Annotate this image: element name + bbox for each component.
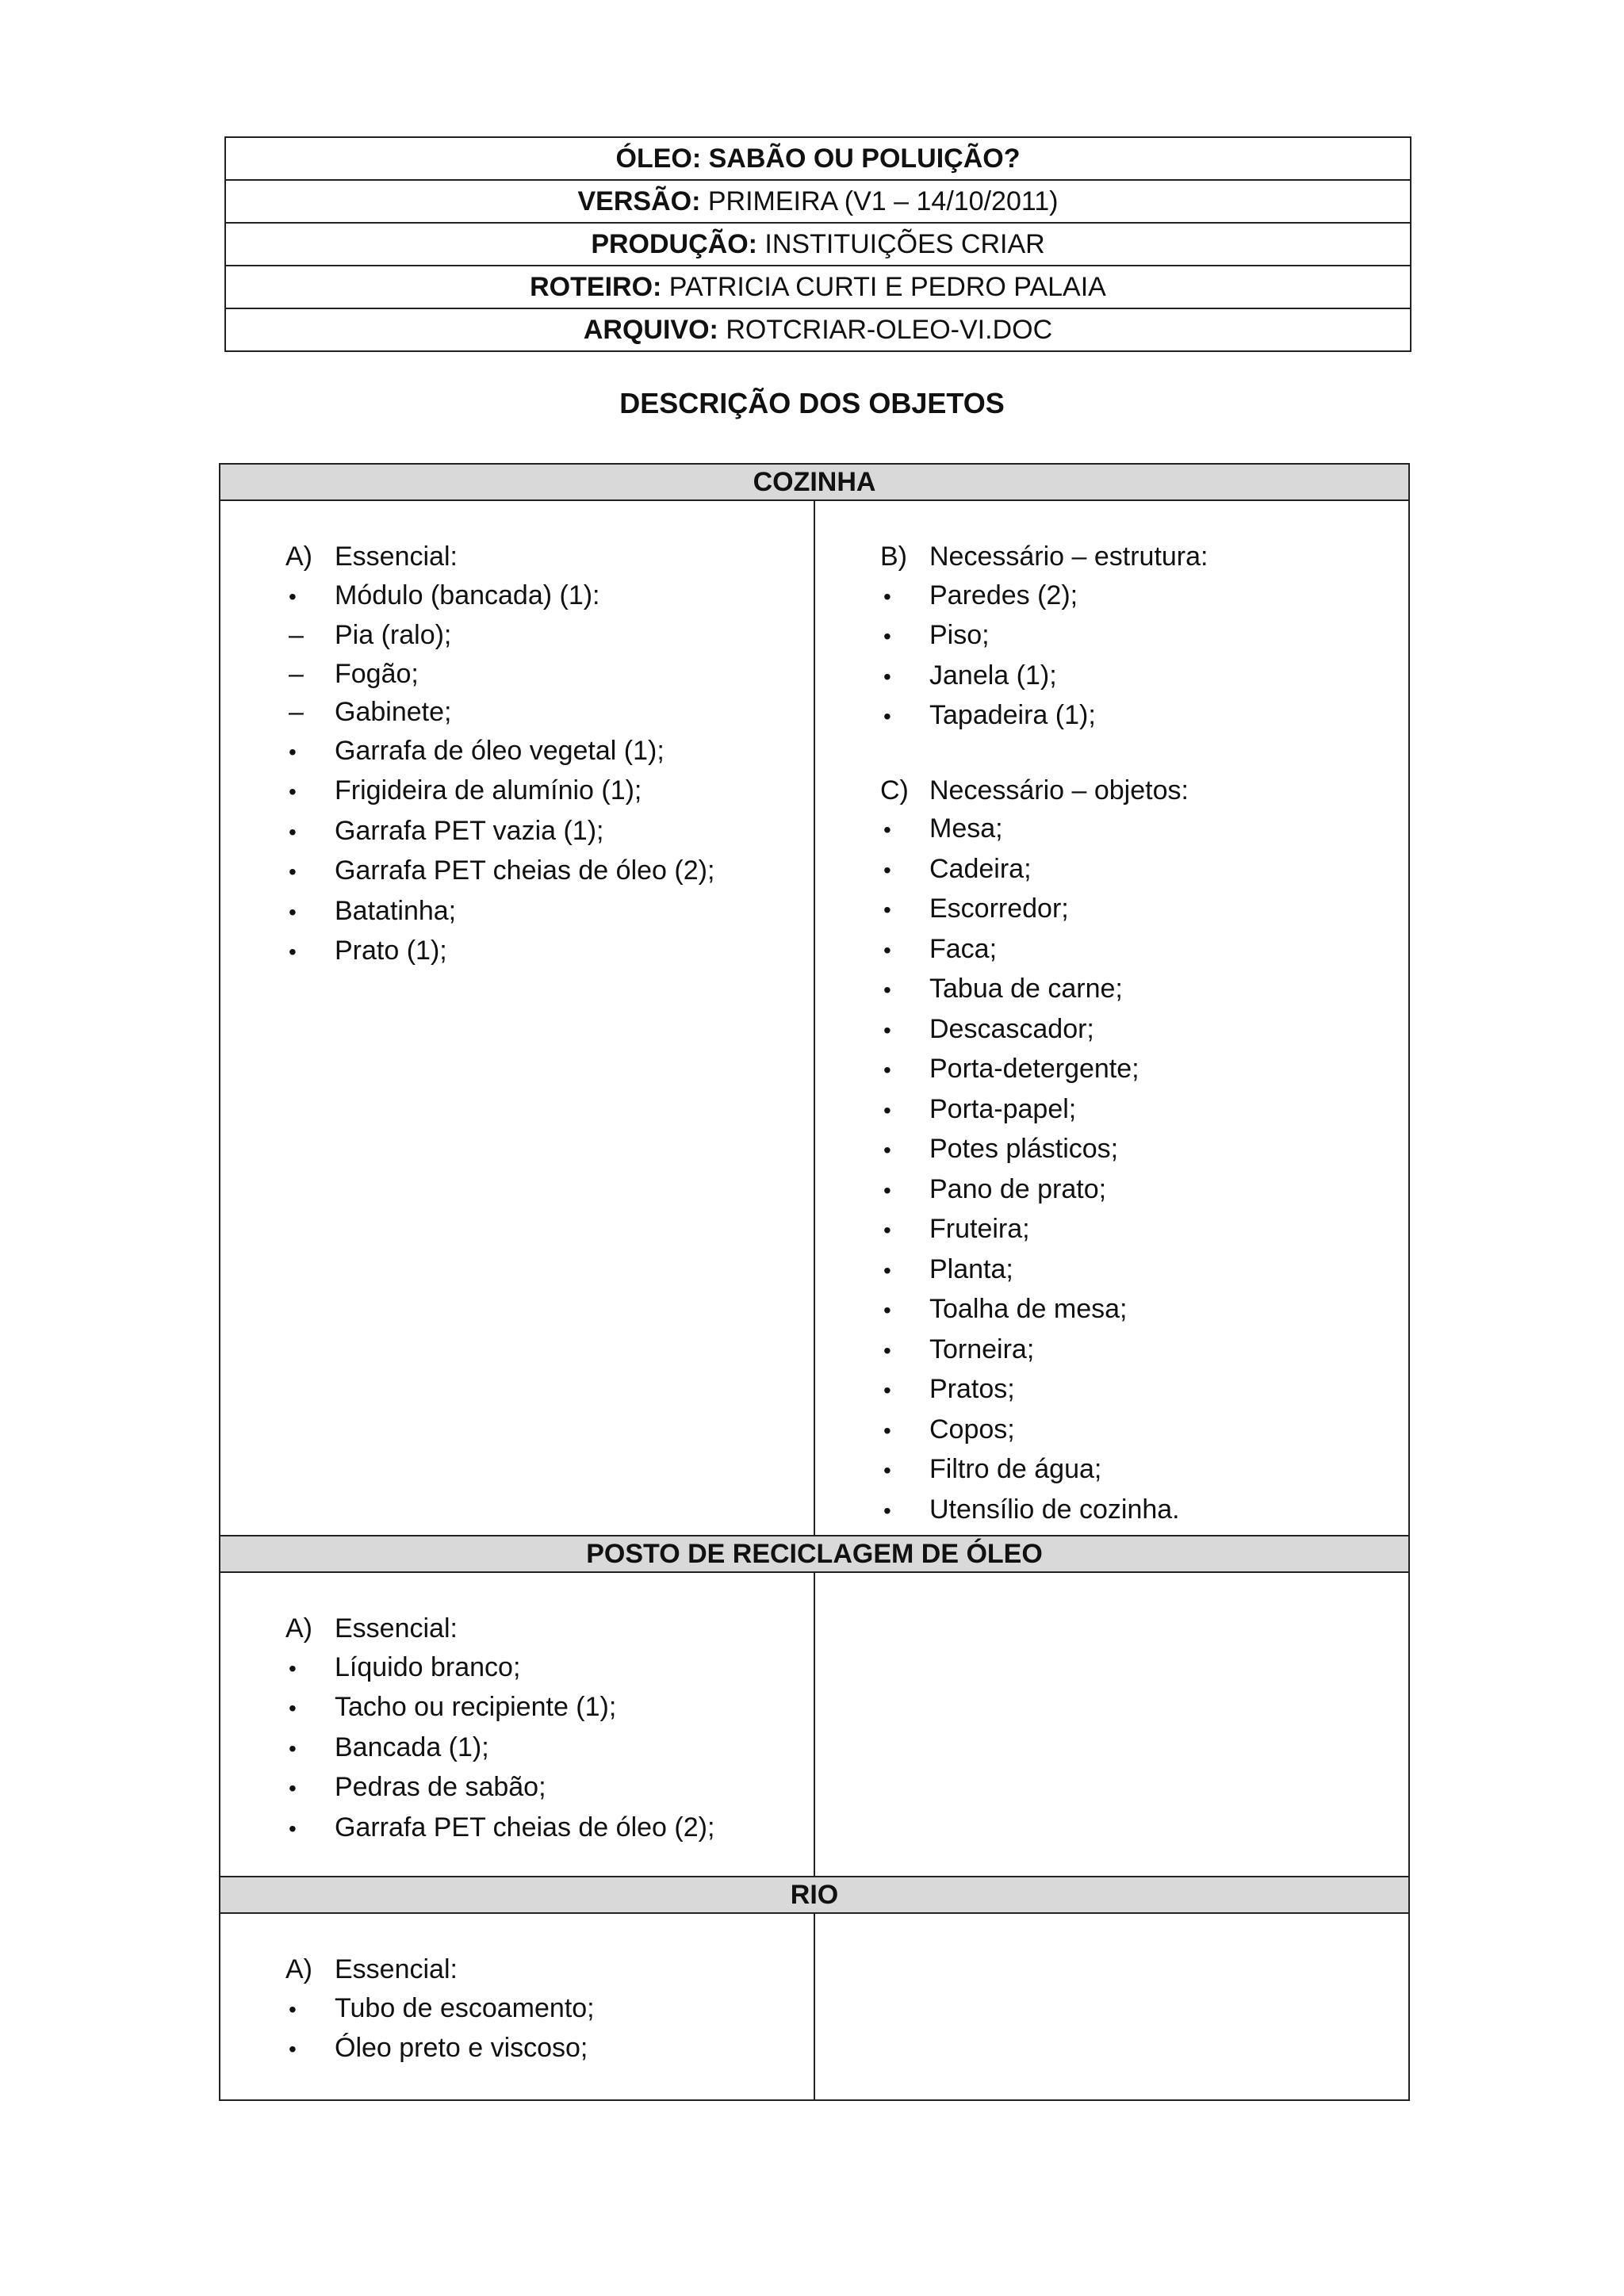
bullet-icon: • [883,1498,891,1523]
header-table [224,136,1411,352]
list-item: • Torneira; [880,1330,1408,1371]
cozinha-left-cell [220,500,814,1536]
bullet-icon: • [883,1378,891,1402]
list-item: – Gabinete; [285,693,814,732]
bullet-icon: • [883,1138,891,1162]
bullet-icon: • [289,1735,297,1761]
group-heading: C) Necessário – objetos: [880,775,1189,806]
bullet-icon: • [289,1816,297,1841]
list-item: • Bancada (1); [285,1728,814,1769]
objects-table [219,463,1410,2101]
list-item: • Planta; [880,1250,1408,1291]
posto-right-cell [814,1572,1409,1877]
group-heading: A) Essencial: [285,541,458,572]
list-item: • Garrafa PET cheias de óleo (2); [285,1808,814,1849]
list-item: • Tacho ou recipiente (1); [285,1688,814,1728]
bullet-icon: • [289,1696,297,1720]
dash-icon: – [289,620,304,650]
list-item: • Descascador; [880,1010,1408,1050]
bullet-icon: • [289,1655,297,1681]
section-header-rio: RIO [220,1877,1409,1913]
list-item: • Piso; [880,616,1408,656]
list-item: • Módulo (bancada) (1): [285,576,814,617]
section-title: DESCRIÇÃO DOS OBJETOS [619,387,1005,419]
bullet-icon: • [289,1996,297,2022]
list-item: • Pedras de sabão; [285,1768,814,1808]
bullet-icon: • [883,1218,891,1242]
list-item: • Copos; [880,1410,1408,1451]
version-row: VERSÃO: PRIMEIRA (V1 – 14/10/2011) [225,180,1411,223]
list-item: – Pia (ralo); [285,616,814,655]
bullet-icon: • [883,664,891,689]
group-heading: A) Essencial: [285,1954,458,1984]
posto-left-cell [220,1572,814,1877]
list-item: • Óleo preto e viscoso; [285,2029,814,2069]
file-row: ARQUIVO: ROTCRIAR-OLEO-VI.DOC [225,308,1411,351]
list-item: – Fogão; [285,655,814,694]
list-item: • Garrafa de óleo vegetal (1); [285,732,814,772]
bullet-icon: • [883,584,891,609]
group-heading: A) Essencial: [285,1613,458,1644]
bullet-icon: • [883,817,891,842]
rio-left-cell [220,1913,814,2100]
list-item: • Toalha de mesa; [880,1290,1408,1330]
bullet-icon: • [883,1257,891,1283]
section-header-cozinha: COZINHA [220,464,1409,500]
bullet-icon: • [289,1776,297,1800]
list-item: • Cadeira; [880,850,1408,890]
dash-icon: – [289,658,304,689]
list-item: • Fruteira; [880,1210,1408,1250]
bullet-icon: • [883,1097,891,1123]
section-header-posto: POSTO DE RECICLAGEM DE ÓLEO [220,1536,1409,1572]
list-item: • Mesa; [880,809,1408,850]
list-item: • Potes plásticos; [880,1130,1408,1170]
bullet-icon: • [289,859,297,884]
list-item: • Janela (1); [880,656,1408,697]
cozinha-right-cell [814,500,1409,1536]
bullet-icon: • [883,937,891,962]
bullet-icon: • [883,1458,891,1483]
bullet-icon: • [883,1058,891,1082]
list-item: • Tabua de carne; [880,970,1408,1010]
list-item: • Paredes (2); [880,576,1408,617]
bullet-icon: • [289,779,297,804]
document-title: ÓLEO: SABÃO OU POLUIÇÃO? [225,137,1411,180]
bullet-icon: • [883,624,891,649]
production-row: PRODUÇÃO: INSTITUIÇÕES CRIAR [225,223,1411,266]
bullet-icon: • [289,939,297,964]
list-item: • Frigideira de alumínio (1); [285,771,814,812]
bullet-icon: • [883,1177,891,1203]
rio-right-cell [814,1913,1409,2100]
list-item: • Tubo de escoamento; [285,1989,814,2030]
list-item: • Escorredor; [880,890,1408,930]
list-item: • Batatinha; [285,892,814,932]
bullet-icon: • [289,2037,297,2061]
group-heading: B) Necessário – estrutura: [880,541,1208,572]
bullet-icon: • [883,978,891,1002]
list-item: • Pano de prato; [880,1170,1408,1211]
bullet-icon: • [883,1337,891,1363]
list-item: • Líquido branco; [285,1648,814,1689]
list-item: • Faca; [880,930,1408,970]
list-item: • Pratos; [880,1370,1408,1410]
list-item: • Porta-papel; [880,1090,1408,1131]
script-row: ROTEIRO: PATRICIA CURTI E PEDRO PALAIA [225,266,1411,308]
bullet-icon: • [289,819,297,844]
bullet-icon: • [883,1298,891,1322]
list-item: • Porta-detergente; [880,1050,1408,1090]
list-item: • Garrafa PET cheias de óleo (2); [285,851,814,892]
list-item: • Filtro de água; [880,1450,1408,1490]
list-item: • Tapadeira (1); [880,696,1408,737]
bullet-icon: • [289,899,297,924]
bullet-icon: • [883,1017,891,1043]
bullet-icon: • [289,584,297,609]
list-item: • Prato (1); [285,932,814,972]
bullet-icon: • [883,857,891,882]
bullet-icon: • [883,1418,891,1443]
bullet-icon: • [289,739,297,764]
bullet-icon: • [883,704,891,729]
list-item: • Utensílio de cozinha. [880,1490,1408,1531]
dash-icon: – [289,697,304,727]
list-item: • Garrafa PET vazia (1); [285,812,814,852]
bullet-icon: • [883,897,891,922]
